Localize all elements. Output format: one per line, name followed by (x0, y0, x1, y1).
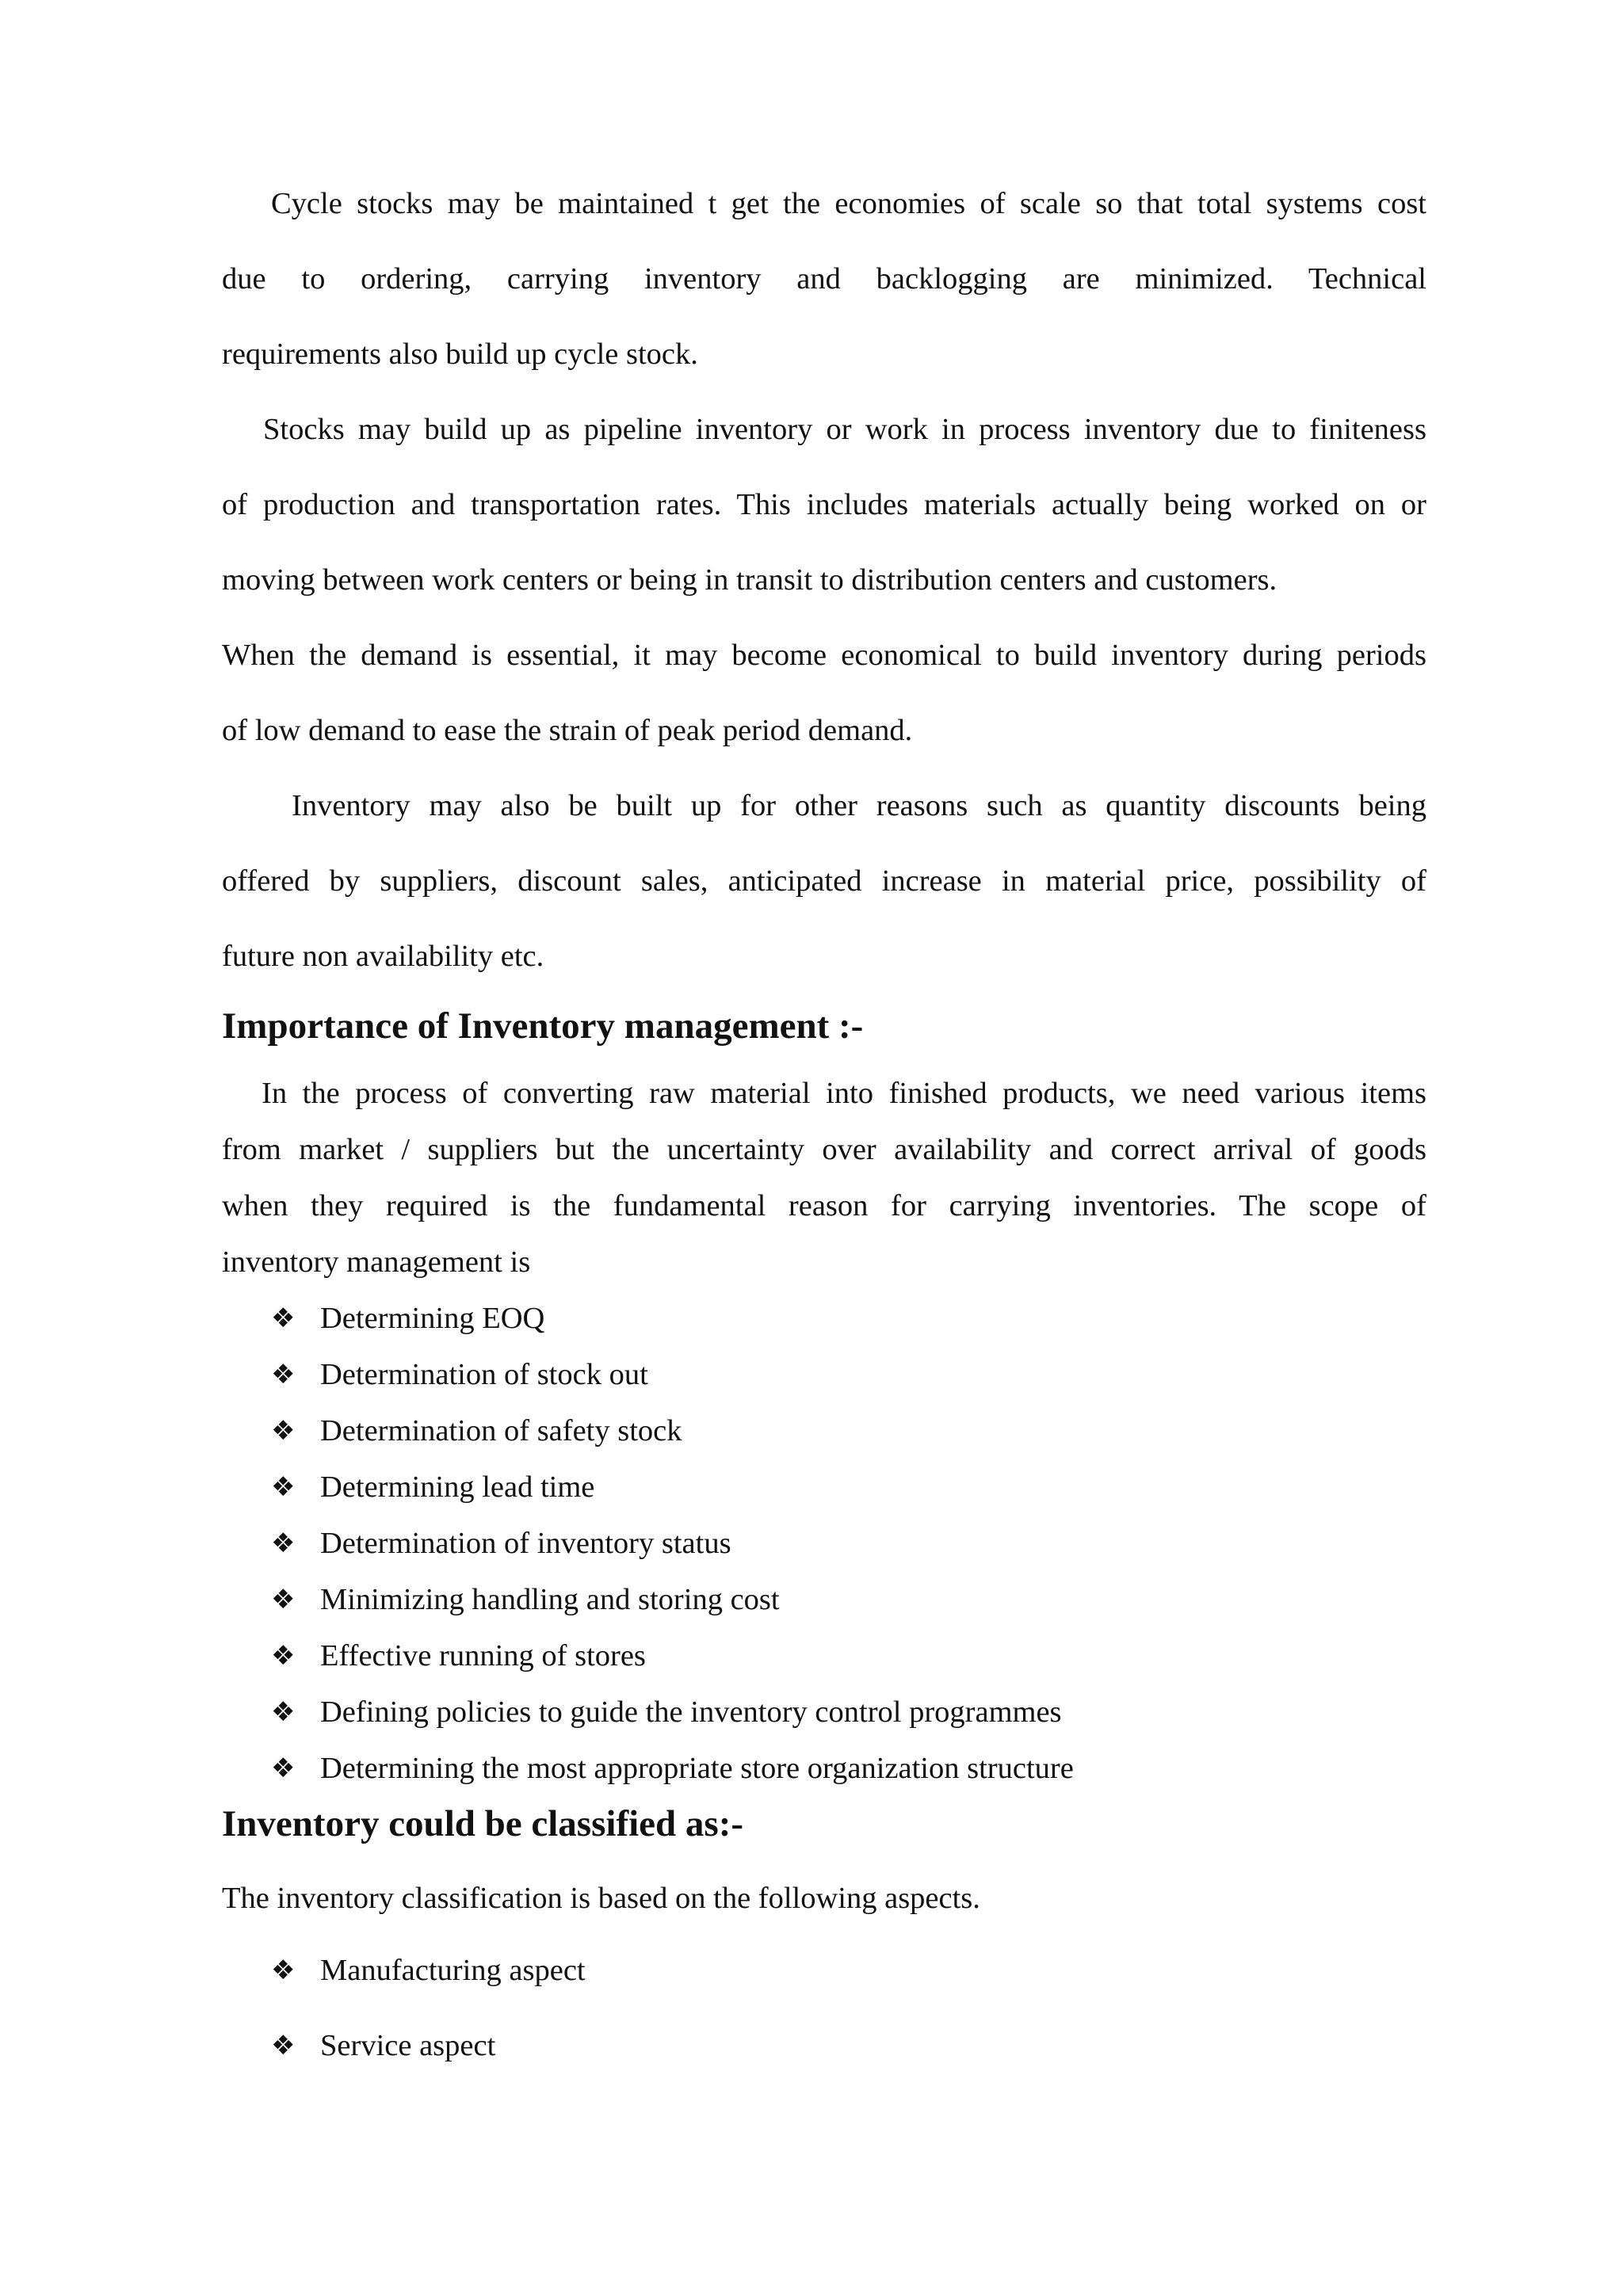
document-page (222, 166, 1426, 2084)
diamond-bullet-icon: ❖ (271, 1527, 296, 1559)
list-item-label: Determining EOQ (320, 1302, 545, 1335)
diamond-bullet-icon: ❖ (271, 1584, 296, 1615)
list-item (222, 2008, 1426, 2084)
paragraph-cycle-stock (222, 166, 1426, 392)
scope-list (222, 1291, 1426, 1797)
heading-importance: Importance of Inventory management :- (222, 1005, 864, 1047)
diamond-bullet-icon: ❖ (271, 1302, 296, 1334)
diamond-bullet-icon: ❖ (271, 1753, 296, 1784)
paragraph-line: from market / suppliers but the uncertainty over availability and correct arrival of goods (222, 1133, 1426, 1166)
paragraph-line: Stocks may build up as pipeline inventory or work in process inventory due to finiteness (263, 413, 1426, 446)
paragraph-line: of low demand to ease the strain of peak period demand. (222, 714, 913, 747)
paragraph-line: inventory management is (222, 1245, 531, 1279)
list-item (222, 1459, 1426, 1516)
list-item (222, 1516, 1426, 1572)
diamond-bullet-icon: ❖ (271, 1955, 296, 1986)
list-item (222, 1628, 1426, 1684)
paragraph-line: future non availability etc. (222, 940, 544, 973)
paragraph-line: of production and transportation rates. This includes materials actually being worked on or (222, 488, 1426, 521)
paragraph-line: Inventory may also be built up for other reasons such as quantity discounts being (292, 789, 1426, 822)
paragraph-other-reasons (222, 769, 1426, 994)
diamond-bullet-icon: ❖ (271, 2030, 296, 2061)
list-item-label: Determination of stock out (320, 1358, 648, 1391)
paragraph-line: When the demand is essential, it may become economical to build inventory during periods (222, 639, 1426, 672)
diamond-bullet-icon: ❖ (271, 1415, 296, 1447)
paragraph-line: requirements also build up cycle stock. (222, 338, 698, 371)
paragraph-line: moving between work centers or being in transit to distribution centers and customers. (222, 563, 1277, 597)
paragraph-line: In the process of converting raw material into finished products, we need various items (262, 1077, 1426, 1110)
paragraph-line: when they required is the fundamental reason for carrying inventories. The scope of (222, 1189, 1426, 1222)
list-item (222, 1347, 1426, 1403)
list-item (222, 1933, 1426, 2008)
paragraph-line: offered by suppliers, discount sales, anticipated increase in material price, possibility of (222, 864, 1426, 898)
list-item-label: Determining lead time (320, 1470, 595, 1504)
paragraph-pipeline-inventory (222, 392, 1426, 769)
list-item (222, 1403, 1426, 1459)
list-item (222, 1684, 1426, 1741)
paragraph-line: Cycle stocks may be maintained t get the economies of scale so that total systems cost (271, 187, 1426, 220)
diamond-bullet-icon: ❖ (271, 1471, 296, 1503)
list-item-label: Determining the most appropriate store organization structure (320, 1752, 1074, 1785)
paragraph-importance-intro (222, 1066, 1426, 1291)
diamond-bullet-icon: ❖ (271, 1640, 296, 1672)
list-item-label: Service aspect (320, 2029, 496, 2062)
aspect-list (222, 1933, 1426, 2084)
list-item-label: Effective running of stores (320, 1639, 646, 1672)
list-item-label: Determination of safety stock (320, 1414, 682, 1447)
list-item (222, 1291, 1426, 1347)
list-item-label: Defining policies to guide the inventory control programmes (320, 1695, 1062, 1729)
list-item-label: Minimizing handling and storing cost (320, 1583, 780, 1616)
diamond-bullet-icon: ❖ (271, 1696, 296, 1728)
paragraph-classification-intro: The inventory classification is based on the following aspects. (222, 1882, 980, 1915)
diamond-bullet-icon: ❖ (271, 1359, 296, 1390)
list-item-label: Manufacturing aspect (320, 1954, 586, 1987)
list-item (222, 1572, 1426, 1628)
paragraph-line: due to ordering, carrying inventory and backlogging are minimized. Technical (222, 262, 1426, 296)
list-item (222, 1741, 1426, 1797)
list-item-label: Determination of inventory status (320, 1527, 731, 1560)
heading-classification: Inventory could be classified as:- (222, 1803, 743, 1844)
